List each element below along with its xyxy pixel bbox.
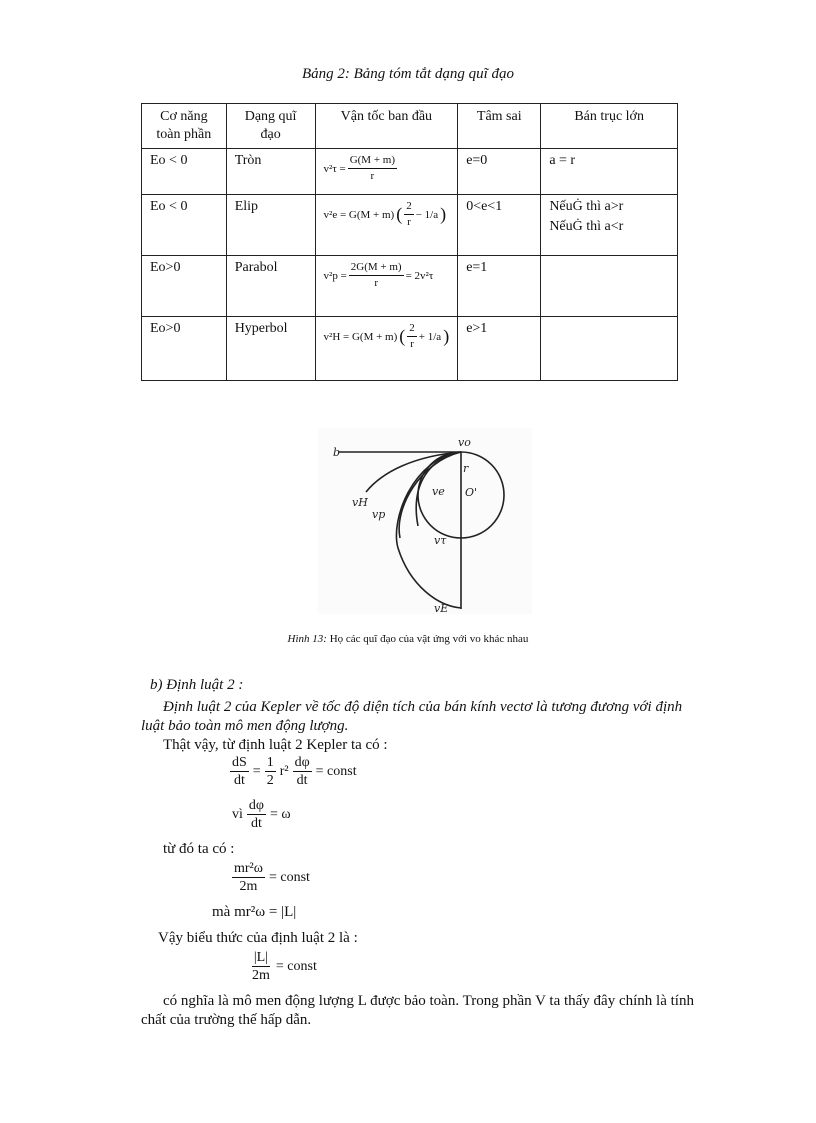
paragraph-2: Thật vậy, từ định luật 2 Kepler ta có : <box>163 737 388 753</box>
velocity-formula <box>324 153 450 184</box>
formula-tail: + 1/a <box>418 330 442 343</box>
eq1-r2: r² <box>279 763 289 779</box>
eccentricity-cell: 0<e<1 <box>458 195 541 256</box>
label-ve: ve <box>432 485 445 498</box>
label-vE: vE <box>434 602 449 614</box>
formula-lhs: v²e = G(M + m) <box>323 208 395 221</box>
formula-lhs: v²p = <box>323 269 347 282</box>
eq3-rhs: = const <box>268 869 310 885</box>
velocity-cell <box>315 256 458 317</box>
formula-tail: − 1/a <box>415 208 439 221</box>
formula-den: r <box>370 170 375 182</box>
formula-num: 2G(M + m) <box>349 260 404 276</box>
velocity-cell <box>315 195 458 256</box>
label-r: r <box>463 462 469 475</box>
eq1-lhs-num: dS <box>232 755 247 770</box>
label-vt: vτ <box>434 534 447 547</box>
orbit-diagram <box>318 428 532 614</box>
velocity-cell <box>315 149 458 195</box>
eccentricity-cell: e>1 <box>458 317 541 381</box>
equation-5 <box>250 949 317 984</box>
axis-cell: a = r <box>541 149 678 195</box>
velocity-formula: v²H = G(M + m) ( $\frac{2}{r}$ + 1/a ) <box>323 322 450 350</box>
figure-caption <box>0 633 816 645</box>
formula-lhs: v²H = G(M + m) <box>323 330 398 343</box>
eccentricity-cell: e=1 <box>458 256 541 317</box>
paragraph-3: từ đó ta có : <box>163 841 235 857</box>
axis-cell <box>541 195 678 256</box>
shape-cell: Parabol <box>226 256 315 317</box>
shape-cell: Elip <box>226 195 315 256</box>
eq2-prefix: vì <box>232 806 243 822</box>
eq1-lhs-den: dt <box>233 773 245 788</box>
eq2-num: dφ <box>248 798 264 813</box>
formula-den: r <box>374 277 379 289</box>
velocity-cell <box>315 317 458 381</box>
axis-cell <box>541 317 678 381</box>
label-b: b <box>333 446 341 459</box>
equation-2 <box>232 797 291 832</box>
paragraph-1: Định luật 2 của Kepler về tốc độ diện tích của bán kính vectơ là tương đương với định luật bảo toàn mô men động lượng. <box>141 699 683 734</box>
eq5-rhs: = const <box>275 958 317 974</box>
eq5-den: 2m <box>252 968 270 983</box>
formula-num: 2 <box>404 199 414 215</box>
formula-lhs: v²τ = <box>323 162 346 175</box>
velocity-formula: v²e = G(M + m) ( $\frac{2}{r}$ − 1/a ) <box>323 200 447 228</box>
formula-tail: = 2v²τ <box>405 269 434 282</box>
orbit-summary-table <box>141 103 678 381</box>
header-velocity: Vận tốc ban đầu <box>315 104 458 149</box>
shape-cell: Tròn <box>226 149 315 195</box>
eq2-rhs: = ω <box>269 806 291 822</box>
paragraph-5: có nghĩa là mô men động lượng L được bảo toàn. Trong phần V ta thấy đây chính là tính chất của trường thế hấp dẫn. <box>141 993 694 1028</box>
paragraph-4: Vậy biểu thức của định luật 2 là : <box>158 930 358 946</box>
eq3-num: mr²ω <box>234 861 263 876</box>
energy-cell: Eo>0 <box>142 317 227 381</box>
label-o: O' <box>465 486 478 499</box>
axis-line-2: NếuĠ thì a<r <box>549 219 624 234</box>
header-shape: Dạng quĩ đạo <box>226 104 315 149</box>
axis-cell <box>541 256 678 317</box>
ellipse-large-orbit <box>396 452 461 608</box>
label-vH: vH <box>352 496 368 509</box>
eq1-half-num: 1 <box>266 755 274 770</box>
figure-caption-text: Họ các quĩ đạo của vật ứng với vo khác nhau <box>329 633 529 645</box>
eq1-d-den: dt <box>296 773 308 788</box>
equation-1: $\frac{dS}{dt}$ = $\frac{1}{2}$ r² $\frac{d\varphi}{dt}$ = const <box>232 755 357 788</box>
label-vo: vo <box>458 436 471 449</box>
figure-caption-prefix: Hình 13: <box>287 633 327 645</box>
section-title: b) Định luật 2 : <box>150 677 244 693</box>
energy-cell: Eo>0 <box>142 256 227 317</box>
formula-num: G(M + m) <box>348 153 397 169</box>
velocity-formula <box>324 260 450 291</box>
energy-cell: Eo < 0 <box>142 195 227 256</box>
eq3-den: 2m <box>239 879 258 894</box>
energy-cell: Eo < 0 <box>142 149 227 195</box>
shape-cell: Hyperbol <box>226 317 315 381</box>
formula-den: r <box>407 216 411 228</box>
table-row <box>142 195 678 256</box>
header-energy: Cơ năng toàn phần <box>142 104 227 149</box>
table-row <box>142 317 678 381</box>
axis-line-1: NếuĠ thì a>r <box>549 199 624 214</box>
header-eccentricity: Tâm sai <box>458 104 541 149</box>
table-row <box>142 256 678 317</box>
table-row <box>142 149 678 195</box>
eq5-num: |L| <box>253 950 269 965</box>
eq1-rhs: = const <box>315 763 357 779</box>
eq2-den: dt <box>250 816 262 831</box>
eccentricity-cell: e=0 <box>458 149 541 195</box>
header-semi-major-axis: Bán trục lớn <box>541 104 678 149</box>
equation-4: mà mr²ω = |L| <box>212 904 297 920</box>
formula-num: 2 <box>407 321 417 337</box>
equation-3 <box>232 860 310 895</box>
eq1-half-den: 2 <box>266 773 274 788</box>
orbit-family-figure <box>318 428 532 614</box>
table-header-row <box>142 104 678 149</box>
eq1-d-num: dφ <box>294 755 310 770</box>
label-vp: vp <box>372 508 386 521</box>
table-caption: Bảng 2: Bảng tóm tắt dạng quĩ đạo <box>301 66 515 82</box>
formula-den: r <box>410 338 414 350</box>
